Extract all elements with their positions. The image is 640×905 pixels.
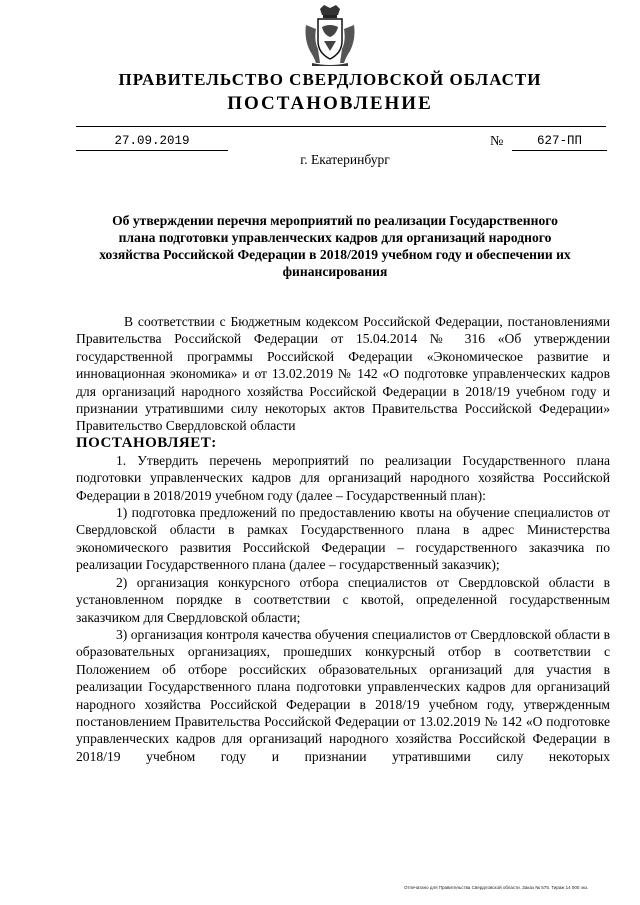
document-number: 627-ПП — [512, 134, 607, 151]
subitem-1-paragraph: 1) подготовка предложений по предоставлению квоты на обучение специалистов от Свердловской области в рамках Государственного плана в адрес Министерства экономического развития Российской Федерации – государственного заказчика по реализации Государственного плана (далее – государственный заказчик); — [76, 505, 610, 573]
organization-name: ПРАВИТЕЛЬСТВО СВЕРДЛОВСКОЙ ОБЛАСТИ — [118, 70, 542, 89]
coat-of-arms-emblem — [302, 5, 358, 67]
item-1-paragraph: 1. Утвердить перечень мероприятий по реализации Государственного плана подготовки управленческих кадров для организаций народного хозяйства Российской Федерации в 2018/2019 учебном году (далее – Государственный план): — [76, 452, 610, 503]
document-date: 27.09.2019 — [76, 134, 228, 151]
document-title: Об утверждении перечня мероприятий по реализации Государственного плана подготовки управленческих кадров для организаций народного хозяйства Российской Федерации в 2018/2019 учебном году и обеспечении их финансирования — [99, 213, 571, 279]
document-body — [76, 313, 610, 765]
preamble-paragraph: В соответствии с Бюджетным кодексом Российской Федерации, постановлениями Правительства Российской Федерации от 15.04.2014 № 316 «Об утверждении государственной программы Российской Федерации «Экономическое развитие и инновационная экономика» и от 13.02.2019 № 142 «О подготовке управленческих кадров для организаций народного хозяйства Российской Федерации в 2018/19 учебном году и признании утратившими силу некоторых актов Правительства Российской Федерации» Правительство Свердловской области — [76, 314, 610, 434]
subitem-2-paragraph: 2) организация конкурсного отбора специалистов от Свердловской области в установленном порядке в соответствии с квотой, определенной государственным заказчиком для Свердловской области; — [76, 574, 610, 625]
decree-word: ПОСТАНОВЛЯЕТ: — [76, 434, 217, 451]
number-label: № — [490, 134, 504, 149]
print-footer: Отпечатано для Правительства Свердловской области. Заказ № 575. Тираж 14 000 экз. — [404, 885, 589, 890]
document-city: г. Екатеринбург — [300, 152, 390, 167]
document-type: ПОСТАНОВЛЕНИЕ — [227, 93, 433, 114]
header-divider — [76, 126, 606, 127]
subitem-3-paragraph: 3) организация контроля качества обучения специалистов от Свердловской области в образовательных организациях, прошедших конкурсный отбор в соответствии с Положением об отборе российских образовательных организаций для участия в реализации Государственного плана подготовки управленческих кадров для организаций народного хозяйства Российской Федерации в 2018/19 учебном году, утвержденным постановлением Правительства Российской Федерации от 13.02.2019 № 142 «О подготовке управленческих кадров для организаций народного хозяйства Российской Федерации в 2018/19 учебном году и признании утратившими силу некоторых — [76, 626, 610, 764]
